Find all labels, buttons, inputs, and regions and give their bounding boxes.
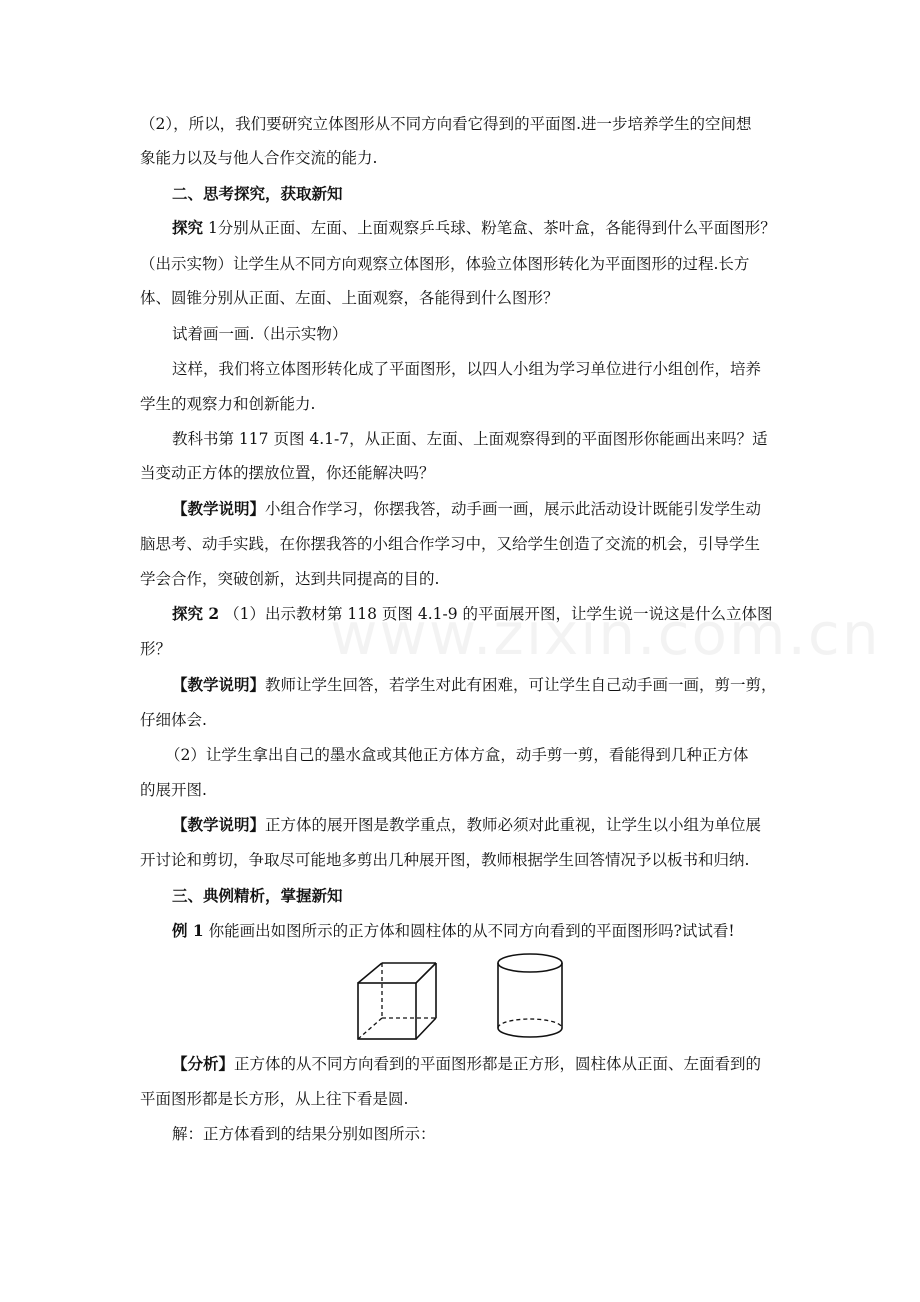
teaching-note-2: [172, 668, 820, 702]
section-heading-3: 三、典例精析，掌握新知: [172, 886, 343, 905]
solution-line: 解：正方体看到的结果分别如图所示：: [172, 1125, 436, 1143]
teaching-note-text: 教师让学生回答，若学生对此有困难，可让学生自己动手画一画，剪一剪，: [265, 676, 777, 694]
section-heading-2: 二、思考探究，获取新知: [172, 184, 343, 203]
paragraph-line: 仔细体会.: [140, 711, 207, 729]
paragraph-line: 开讨论和剪切，争取尽可能地多剪出几种展开图，教师根据学生回答情况予以板书和归纳.: [140, 851, 750, 869]
example-1-text: 你能画出如图所示的正方体和圆柱体的从不同方向看到的平面图形吗?试试看!: [203, 922, 735, 940]
explore-2-line: [172, 597, 820, 631]
paragraph-line: 教科书第 117 页图 4.1-7，从正面、左面、上面观察得到的平面图形你能画出来吗？适: [172, 430, 768, 448]
paragraph-line: 形？: [140, 640, 172, 658]
paragraph-line: 象能力以及与他人合作交流的能力.: [140, 149, 378, 167]
paragraph-line: （2），所以，我们要研究立体图形从不同方向看它得到的平面图.进一步培养学生的空间想: [140, 115, 752, 133]
paragraph-line: 学会合作，突破创新，达到共同提高的目的.: [140, 570, 440, 588]
paragraph-line: 平面图形都是长方形，从上往下看是圆.: [140, 1090, 409, 1108]
paragraph-line: 这样，我们将立体图形转化成了平面图形，以四人小组为学习单位进行小组创作，培养: [172, 360, 762, 378]
explore-1-label: 探究: [172, 218, 204, 237]
paragraph-line: 脑思考、动手实践，在你摆我答的小组合作学习中，又给学生创造了交流的机会，引导学生: [140, 535, 761, 553]
analysis-line: [172, 1047, 820, 1081]
explore-1-line: [172, 211, 820, 245]
teaching-note-label: 【教学说明】: [172, 499, 266, 518]
cylinder-figure: [490, 950, 570, 1044]
teaching-note-label: 【教学说明】: [172, 815, 266, 834]
paragraph-line: 当变动正方体的摆放位置，你还能解决吗？: [140, 464, 435, 482]
paragraph-line: （2）让学生拿出自己的墨水盒或其他正方体方盒，动手剪一剪，看能得到几种正方体: [165, 746, 749, 764]
paragraph-line: 的展开图.: [140, 781, 207, 799]
explore-2-label: 探究 2: [172, 604, 220, 623]
teaching-note-text: 小组合作学习，你摆我答，动手画一画，展示此活动设计既能引发学生动: [265, 500, 762, 518]
analysis-label: 【分析】: [172, 1054, 235, 1073]
paragraph-line: （出示实物）让学生从不同方向观察立体图形，体验立体图形转化为平面图形的过程.长方: [140, 255, 750, 273]
teaching-note-3: [172, 808, 820, 842]
teaching-note-1: [172, 492, 820, 526]
paragraph-line: 学生的观察力和创新能力.: [140, 395, 316, 413]
paragraph-line: 试着画一画.（出示实物）: [172, 325, 348, 343]
example-1-line: [172, 914, 820, 948]
teaching-note-text: 正方体的展开图是教学重点，教师必须对此重视，让学生以小组为单位展: [265, 816, 762, 834]
paragraph-line: 体、圆锥分别从正面、左面、上面观察，各能得到什么图形？: [140, 289, 559, 307]
teaching-note-label: 【教学说明】: [172, 675, 266, 694]
cube-figure: [350, 958, 446, 1044]
analysis-text: 正方体的从不同方向看到的平面图形都是正方形，圆柱体从正面、左面看到的: [234, 1055, 762, 1073]
explore-1-text: 1分别从正面、左面、上面观察乒乓球、粉笔盒、茶叶盒，各能得到什么平面图形？: [203, 219, 776, 237]
example-1-label: 例 1: [172, 921, 204, 940]
explore-2-text: （1）出示教材第 118 页图 4.1-9 的平面展开图，让学生说一说这是什么立体图: [219, 605, 773, 623]
